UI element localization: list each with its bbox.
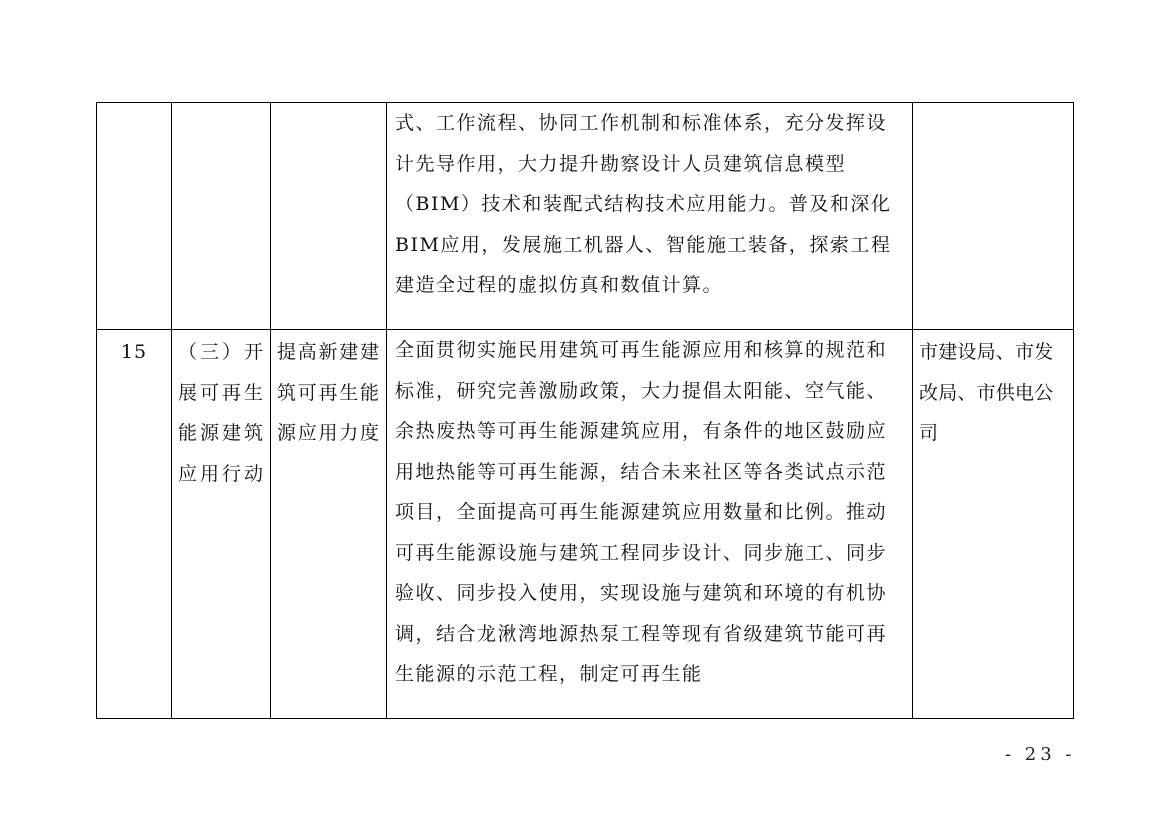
row-number-cell <box>97 103 172 330</box>
content-cell: 全面贯彻实施民用建筑可再生能源应用和核算的规范和标准，研究完善激励政策，大力提倡太阳能、空气能、余热废热等可再生能源建筑应用，有条件的地区鼓励应用地热能等可再生能源，结合未来社区等各类试点示范项目，全面提高可再生能源建筑应用数量和比例。推动可再生能源设施与建筑工程同步设计、同步施工、同步验收、同步投入使用，实现设施与建筑和环境的有机协调，结合龙湫湾地源热泵工程等现有省级建筑节能可再生能源的示范工程，制定可再生能 <box>387 330 913 719</box>
content-cell: 式、工作流程、协同工作机制和标准体系，充分发挥设计先导作用，大力提升勘察设计人员建筑信息模型（BIM）技术和装配式结构技术应用能力。普及和深化BIM应用，发展施工机器人、智能施工装备，探索工程建造全过程的虚拟仿真和数值计算。 <box>387 103 913 330</box>
measure-cell: 提高新建建筑可再生能源应用力度 <box>271 330 387 719</box>
responsible-dept-cell <box>913 103 1074 330</box>
task-cell: （三）开展可再生能源建筑应用行动 <box>172 330 271 719</box>
table-row <box>97 330 1074 719</box>
table-row <box>97 103 1074 330</box>
responsible-dept-cell: 市建设局、市发改局、市供电公司 <box>913 330 1074 719</box>
page-number: - 23 - <box>1005 744 1076 765</box>
measures-table <box>96 102 1074 719</box>
task-cell <box>172 103 271 330</box>
measure-cell <box>271 103 387 330</box>
row-number-cell: 15 <box>97 330 172 719</box>
